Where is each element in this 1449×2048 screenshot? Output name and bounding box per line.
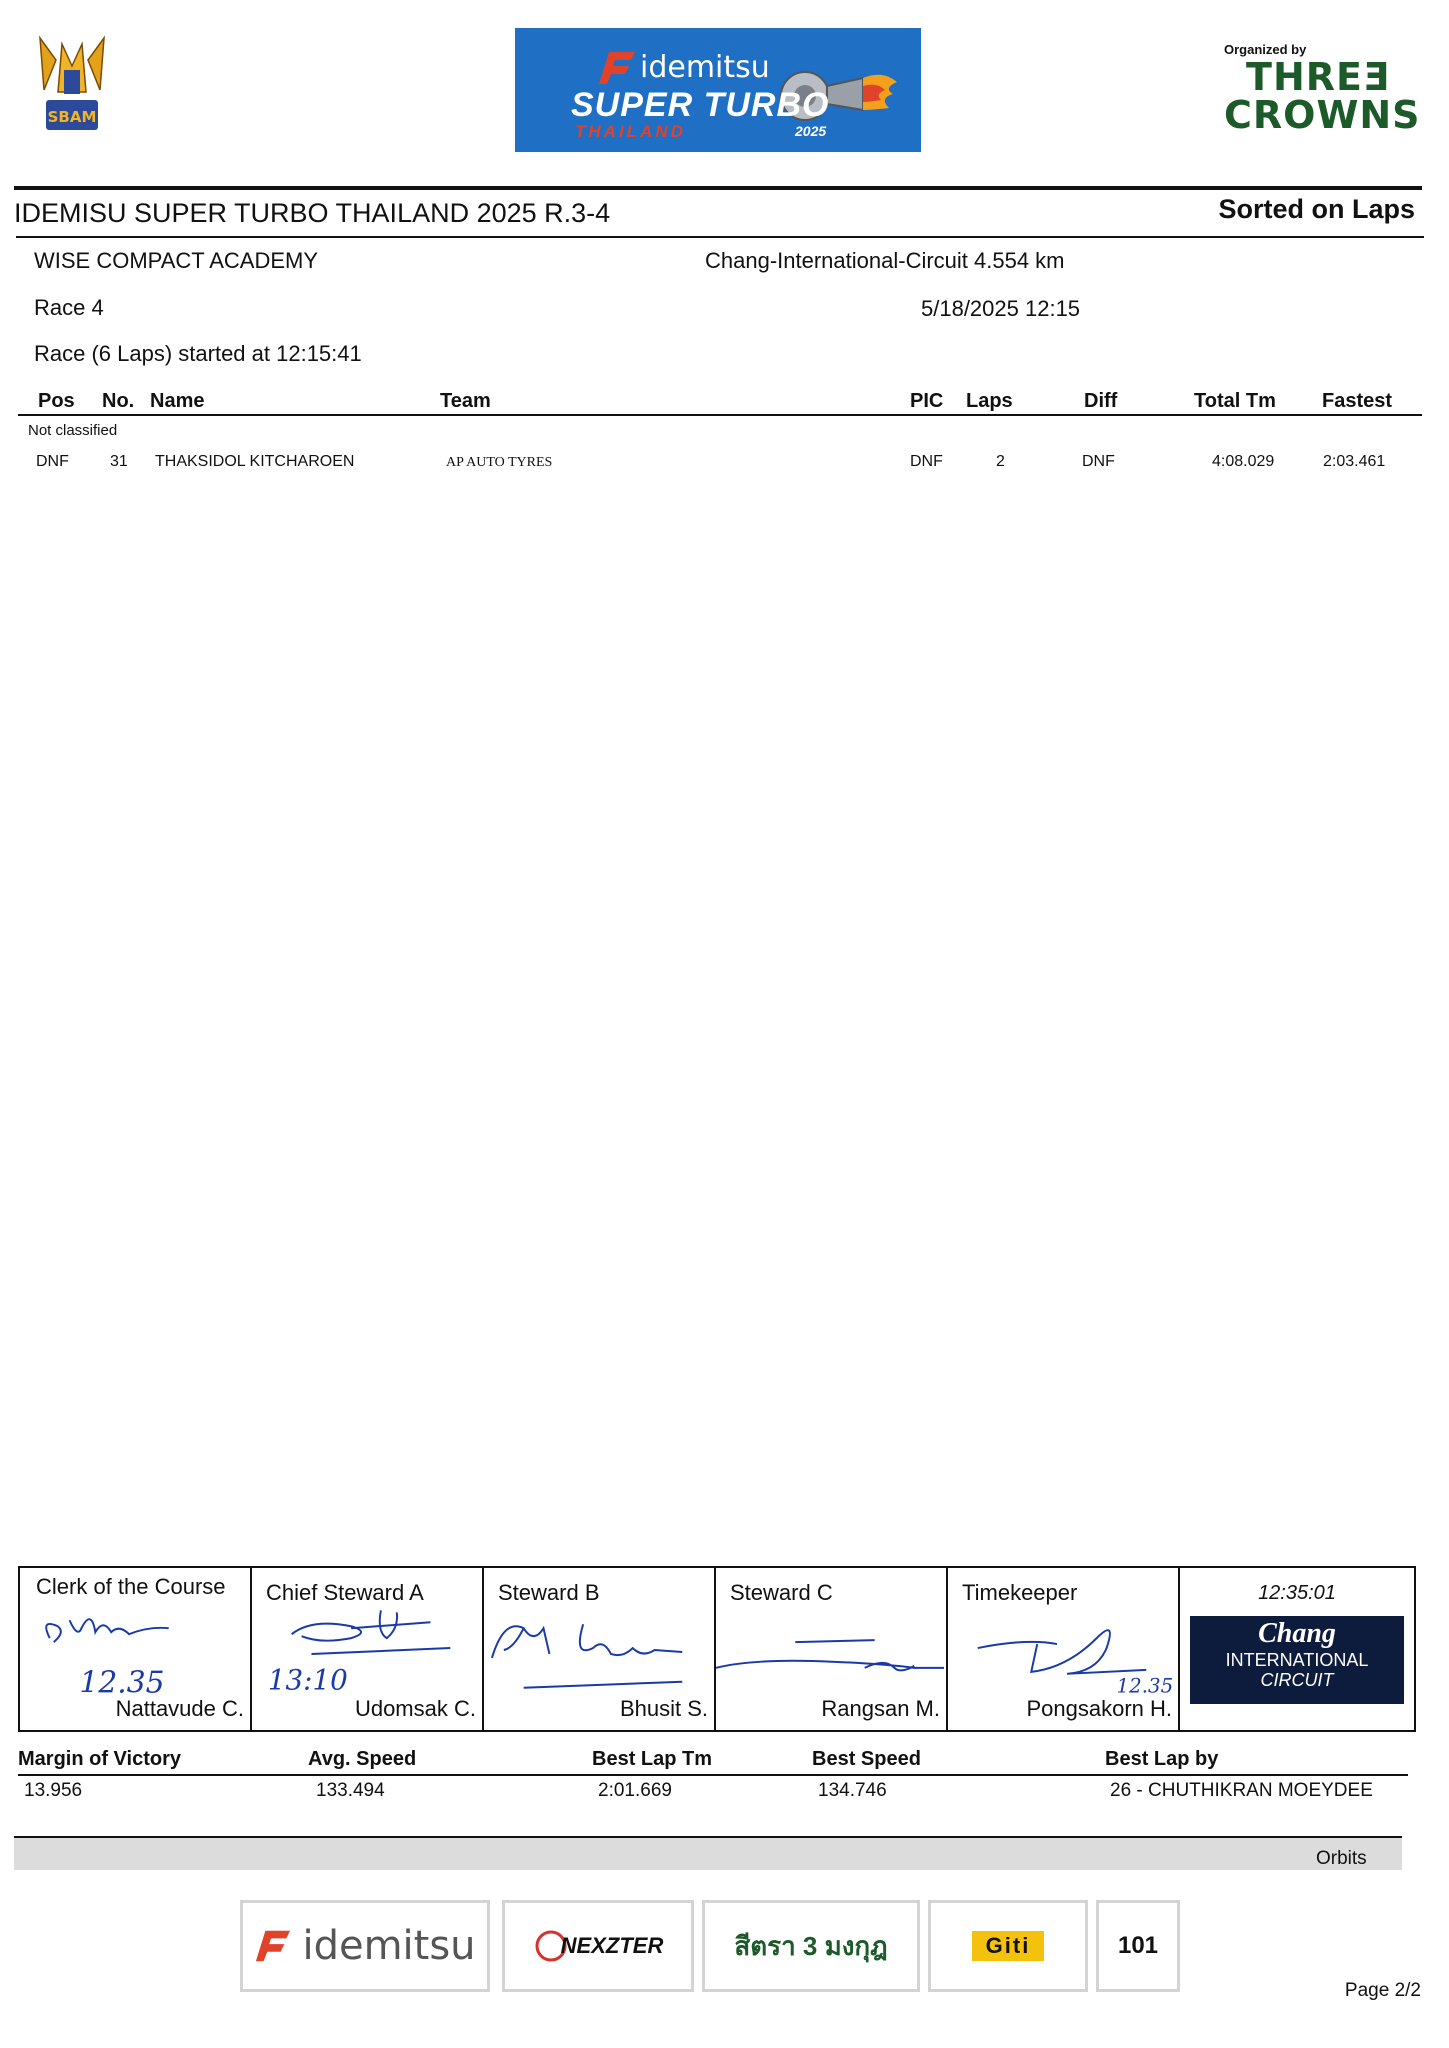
signature-name: Pongsakorn H. [1026,1696,1172,1721]
chang-logo-line2: INTERNATIONAL [1225,1650,1369,1670]
best-lap-value: 2:01.669 [598,1780,672,1801]
three-crowns-logo [1224,55,1421,137]
row-total: 4:08.029 [1212,453,1275,470]
sponsor-idemitsu-text: idemitsu [302,1923,476,1969]
sponsor-three-crowns-paint [702,1900,920,1992]
sponsor-idemitsu [240,1900,490,1992]
margin-label: Margin of Victory [18,1748,181,1770]
race-datetime: 5/18/2025 12:15 [921,296,1081,321]
signature-name: Rangsan M. [821,1696,940,1721]
row-fastest: 2:03.461 [1323,453,1386,470]
chang-logo-line3: CIRCUIT [1260,1670,1334,1690]
best-lap-label: Best Lap Tm [592,1748,713,1770]
handwritten-time: 12.35 [1116,1674,1174,1698]
sponsor-101-text: 101 [1117,1932,1159,1959]
signature-table [18,1566,1416,1732]
handwritten-signature [252,1598,482,1708]
col-laps: Laps [966,390,1013,412]
handwritten-signature [484,1598,714,1708]
best-speed-value: 134.746 [818,1780,887,1801]
signature-cell-chief-steward [252,1568,484,1730]
group-label: Not classified [28,422,118,439]
idemitsu-brand-text: idemitsu [640,50,770,85]
orbits-label: Orbits [1316,1848,1367,1869]
race-start-info: Race (6 Laps) started at 12:15:41 [34,341,362,366]
signature-cell-steward-c [716,1568,948,1730]
avg-speed-value: 133.494 [316,1780,385,1801]
margin-value: 13.956 [24,1780,83,1801]
col-pos: Pos [38,390,75,412]
circuit-name: Chang-International-Circuit 4.554 km [705,248,1065,273]
title-top-rule [14,186,1422,190]
col-total: Total Tm [1194,390,1276,412]
col-pic: PIC [910,390,944,412]
row-diff: DNF [1082,453,1115,470]
best-lap-by-value: 26 - CHUTHIKRAN MOEYDEE [1110,1780,1373,1801]
table-header-rule [18,414,1422,416]
three-crowns-line1: THREƎ [1246,55,1390,99]
thailand-text: THAILAND [575,122,686,141]
signature-role: Steward B [498,1580,600,1605]
class-name: WISE COMPACT ACADEMY [34,248,319,273]
handwritten-time: 12.35 [79,1665,165,1701]
best-speed-label: Best Speed [812,1748,921,1770]
signature-name: Nattavude C. [115,1696,244,1721]
sbam-logo [38,30,106,138]
sponsor-giti [928,1900,1088,1992]
signature-role: Timekeeper [962,1580,1078,1605]
sort-label: Sorted on Laps [1218,194,1415,224]
stats-rule [18,1774,1408,1776]
sponsor-101 [1096,1900,1180,1992]
row-pos: DNF [36,453,69,470]
chang-logo-line1: Chang [1258,1618,1336,1649]
three-crowns-line2: CROWNS [1224,93,1421,137]
signature-cell-clerk [20,1568,252,1730]
signature-role: Steward C [730,1580,833,1605]
col-team: Team [440,390,491,412]
sponsor-giti-text: Giti [972,1931,1045,1961]
super-turbo-text: SUPER TURBO [571,86,830,124]
handwritten-time: 13:10 [267,1663,348,1697]
col-diff: Diff [1084,390,1118,412]
signature-role: Chief Steward A [266,1580,424,1605]
signature-cell-timekeeper [948,1568,1180,1730]
handwritten-signature [948,1598,1178,1708]
avg-speed-label: Avg. Speed [308,1748,417,1770]
handwritten-signature [716,1598,946,1708]
title-bottom-rule [16,236,1424,238]
chang-circuit-logo [1190,1616,1404,1704]
signature-name: Udomsak C. [354,1696,476,1721]
idemitsu-super-turbo-logo [515,28,921,152]
sbam-logo-text: SBAM [47,108,97,126]
signature-cell-steward-b [484,1568,716,1730]
idemitsu-flame-icon [254,1926,292,1966]
handwritten-signature [20,1598,250,1708]
sponsor-three-crowns-text: สีตรา 3 มงกุฎ [734,1930,888,1961]
signature-role: Clerk of the Course [36,1574,226,1599]
row-team: AP AUTO TYRES [446,455,553,470]
footer-band [14,1838,1402,1870]
sponsor-nexzter [502,1900,694,1992]
logo-year-text: 2025 [795,123,827,139]
col-fastest: Fastest [1322,390,1393,412]
col-name: Name [150,390,205,412]
page-number: Page 2/2 [1344,1980,1421,2001]
page-title: IDEMISU SUPER TURBO THAILAND 2025 R.3-4 [14,198,611,228]
idemitsu-flame-icon [597,50,637,86]
sponsor-nexzter-text: NEXZTER [560,1933,664,1958]
row-laps: 2 [996,453,1005,470]
organized-by-label: Organized by [1224,42,1307,57]
col-no: No. [102,390,135,412]
official-time-cell [1180,1568,1414,1730]
row-pic: DNF [910,453,943,470]
row-no: 31 [110,453,128,470]
signature-name: Bhusit S. [619,1696,708,1721]
best-lap-by-label: Best Lap by [1105,1748,1219,1770]
official-time: 12:35:01 [1258,1582,1336,1604]
race-name: Race 4 [34,295,104,320]
row-name: THAKSIDOL KITCHAROEN [155,453,355,470]
